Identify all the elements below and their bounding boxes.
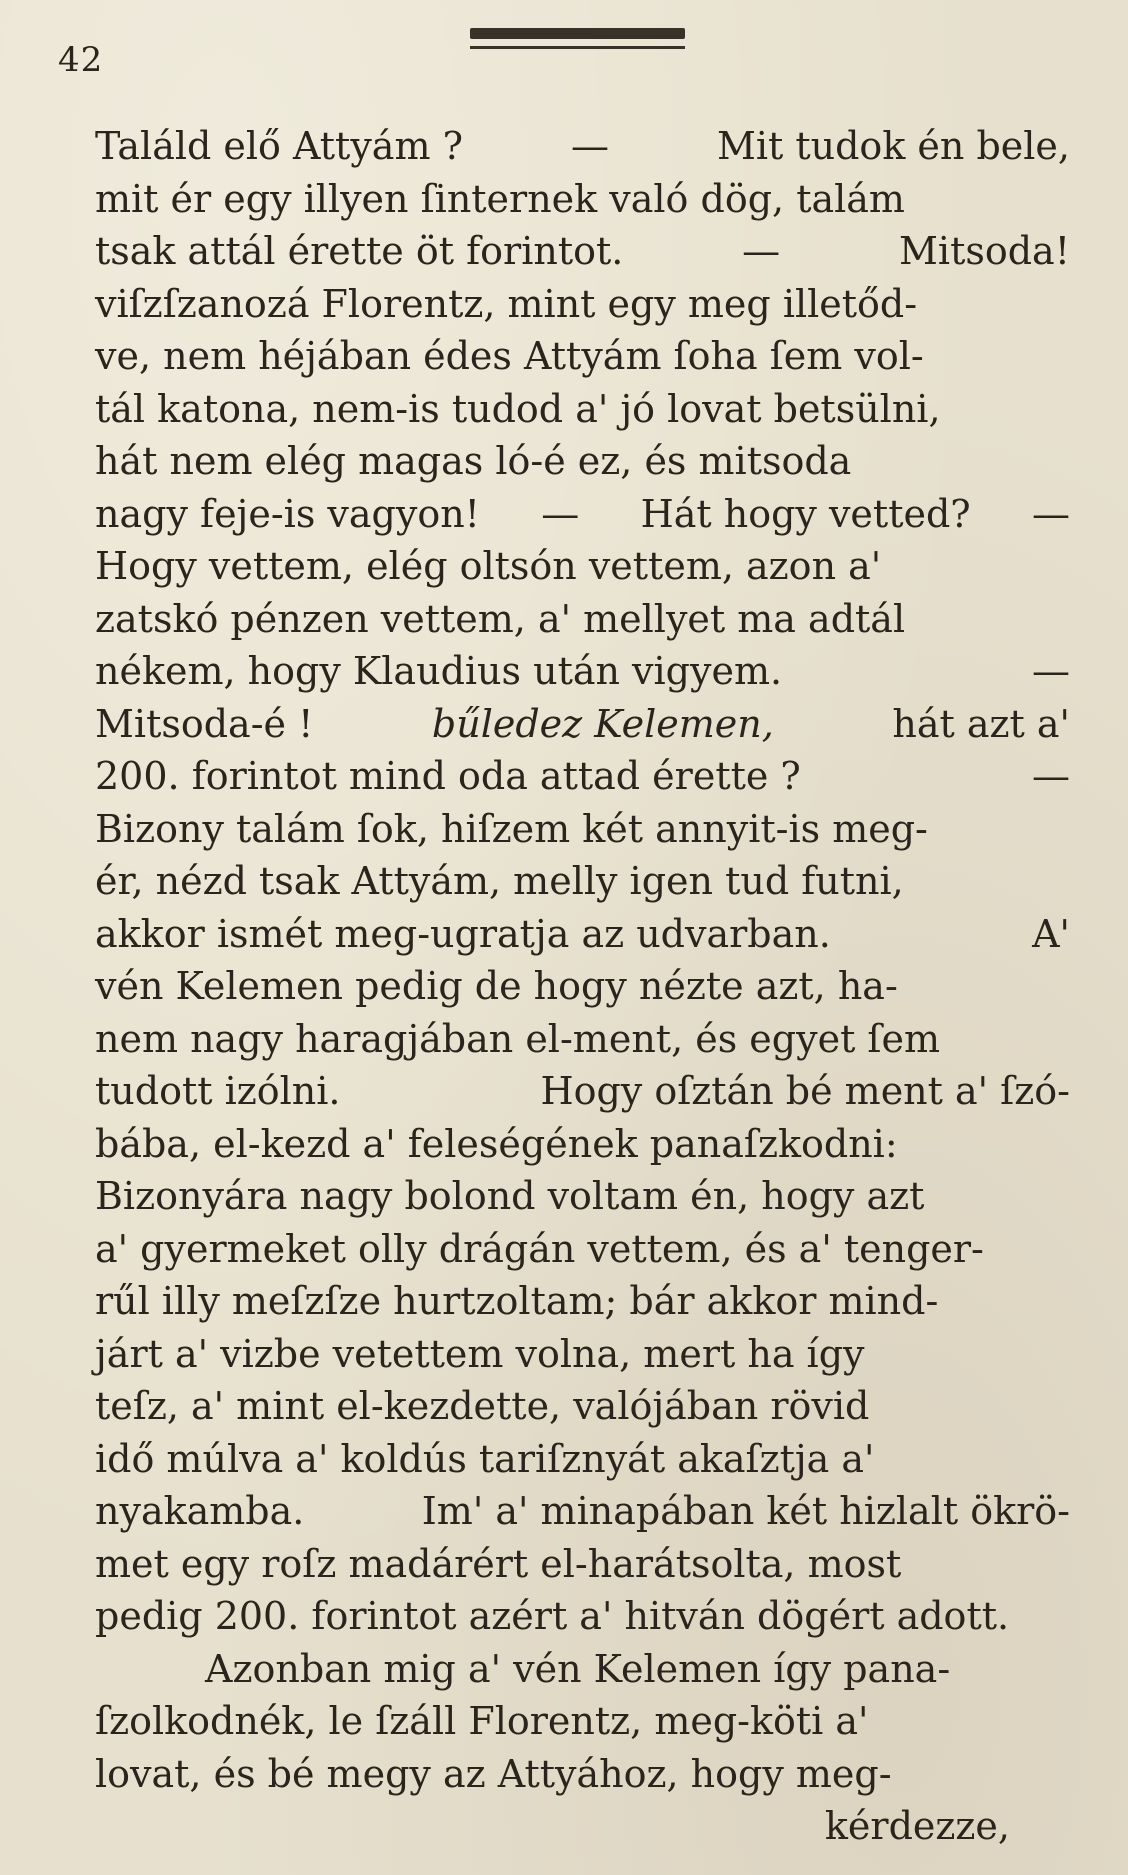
text-segment: Találd elő Attyám ? bbox=[95, 124, 463, 168]
text-line bbox=[95, 1748, 1070, 1801]
text-segment: nem nagy haragjában el-ment, és egyet ſem bbox=[95, 1016, 940, 1061]
header-rule-thin bbox=[470, 46, 685, 49]
text-line bbox=[95, 750, 1070, 803]
italic-stage-direction: bűledez Kelemen, bbox=[431, 701, 774, 746]
text-segment: tál katona, nem-is tudod a' jó lovat betsülni, bbox=[95, 386, 941, 431]
text-segment: Hát hogy vetted? bbox=[640, 491, 971, 536]
text-line bbox=[95, 803, 1070, 856]
text-line bbox=[95, 645, 1070, 698]
text-line bbox=[95, 540, 1070, 593]
text-segment: vén Kelemen pedig de hogy nézte azt, ha- bbox=[95, 964, 898, 1008]
text-segment: akkor ismét meg-ugratja az udvarban. bbox=[95, 911, 831, 956]
text-line bbox=[95, 1433, 1070, 1486]
em-dash: — bbox=[1031, 491, 1070, 536]
text-segment: Im' a' minapában két hizlalt ökrö- bbox=[421, 1489, 1070, 1533]
em-dash: — bbox=[742, 229, 781, 273]
text-segment: Bizonyára nagy bolond voltam én, hogy azt bbox=[95, 1174, 925, 1218]
text-segment: nyakamba. bbox=[95, 1489, 305, 1533]
catchword: kérdezze, bbox=[824, 1804, 1010, 1848]
text-line bbox=[95, 1380, 1070, 1433]
em-dash: — bbox=[1032, 754, 1070, 798]
text-line bbox=[95, 1695, 1070, 1748]
text-line bbox=[95, 1328, 1070, 1381]
text-segment: met egy roſz madárért el-harátsolta, most bbox=[95, 1541, 902, 1586]
text-segment: bába, el-kezd a' feleségének panaſzkodni: bbox=[95, 1121, 898, 1166]
header-rule-ornament bbox=[470, 28, 685, 54]
text-segment: mit ér egy illyen ſinternek való dög, talám bbox=[95, 176, 905, 221]
text-segment: Mitsoda! bbox=[899, 229, 1070, 273]
text-line bbox=[95, 435, 1070, 488]
em-dash: — bbox=[541, 491, 580, 536]
text-line bbox=[95, 593, 1070, 646]
text-segment: rűl illy meſzſze hurtzoltam; bár akkor mind- bbox=[95, 1279, 939, 1323]
text-segment: A' bbox=[1032, 911, 1070, 956]
text-line bbox=[95, 278, 1070, 331]
em-dash: — bbox=[1032, 649, 1070, 693]
text-segment: ér, nézd tsak Attyám, melly igen tud futni, bbox=[95, 859, 904, 903]
text-line bbox=[95, 225, 1070, 278]
catchword-line bbox=[95, 1800, 1070, 1853]
text-segment: lovat, és bé megy az Attyához, hogy meg- bbox=[95, 1751, 892, 1796]
text-segment: ſzolkodnék, le ſzáll Florentz, meg-köti a' bbox=[95, 1699, 869, 1743]
text-segment: nagy feje-is vagyon! bbox=[95, 491, 480, 536]
text-segment: Azonban mig a' vén Kelemen így pana- bbox=[205, 1646, 951, 1691]
page-number: 42 bbox=[58, 40, 104, 80]
text-line bbox=[95, 1485, 1070, 1538]
text-segment: Mit tudok én bele, bbox=[716, 124, 1070, 168]
text-segment: Mitsoda-é ! bbox=[95, 701, 314, 746]
text-segment: járt a' vizbe vetettem volna, mert ha így bbox=[95, 1331, 865, 1376]
text-line bbox=[95, 1065, 1070, 1118]
text-segment: hát nem elég magas ló-é ez, és mitsoda bbox=[95, 439, 852, 483]
text-segment: zatskó pénzen vettem, a' mellyet ma adtál bbox=[95, 596, 906, 641]
text-segment: Bizony talám ſok, hiſzem két annyit-is meg- bbox=[95, 806, 928, 851]
body-text bbox=[95, 120, 1070, 1853]
text-segment: idő múlva a' koldús tariſznyát akaſztja a' bbox=[95, 1436, 875, 1481]
text-line bbox=[95, 173, 1070, 226]
text-segment: Hogy vettem, elég oltsón vettem, azon a' bbox=[95, 544, 882, 588]
text-segment: nékem, hogy Klaudius után vigyem. bbox=[95, 649, 783, 693]
text-segment: tsak attál érette öt forintot. bbox=[95, 229, 624, 273]
text-line bbox=[95, 383, 1070, 436]
text-line bbox=[95, 1170, 1070, 1223]
text-line bbox=[95, 120, 1070, 173]
text-segment: viſzſzanozá Florentz, mint egy meg illetőd- bbox=[95, 281, 918, 326]
text-segment: 200. forintot mind oda attad érette ? bbox=[95, 754, 801, 798]
text-segment: hát azt a' bbox=[892, 701, 1070, 746]
text-segment: pedig 200. forintot azért a' hitván dögért adott. bbox=[95, 1594, 1010, 1638]
text-segment: tudott izólni. bbox=[95, 1069, 341, 1113]
text-line bbox=[95, 1013, 1070, 1066]
text-line bbox=[95, 855, 1070, 908]
text-line bbox=[95, 1118, 1070, 1171]
text-line bbox=[95, 330, 1070, 383]
text-segment: Hogy oſztán bé ment a' ſzó- bbox=[540, 1069, 1070, 1113]
text-line bbox=[95, 488, 1070, 541]
header-rule-thick bbox=[470, 28, 685, 39]
text-line bbox=[95, 960, 1070, 1013]
text-line bbox=[95, 1538, 1070, 1591]
text-line bbox=[95, 1223, 1070, 1276]
text-line-paragraph-start bbox=[95, 1643, 1070, 1696]
text-line bbox=[95, 698, 1070, 751]
em-dash: — bbox=[570, 124, 609, 168]
text-segment: teſz, a' mint el-kezdette, valójában rövid bbox=[95, 1384, 870, 1428]
text-line bbox=[95, 908, 1070, 961]
text-segment: ve, nem héjában édes Attyám ſoha ſem vol- bbox=[95, 334, 924, 378]
text-segment: a' gyermeket olly drágán vettem, és a' tenger- bbox=[95, 1226, 984, 1271]
text-line bbox=[95, 1275, 1070, 1328]
text-line bbox=[95, 1590, 1070, 1643]
